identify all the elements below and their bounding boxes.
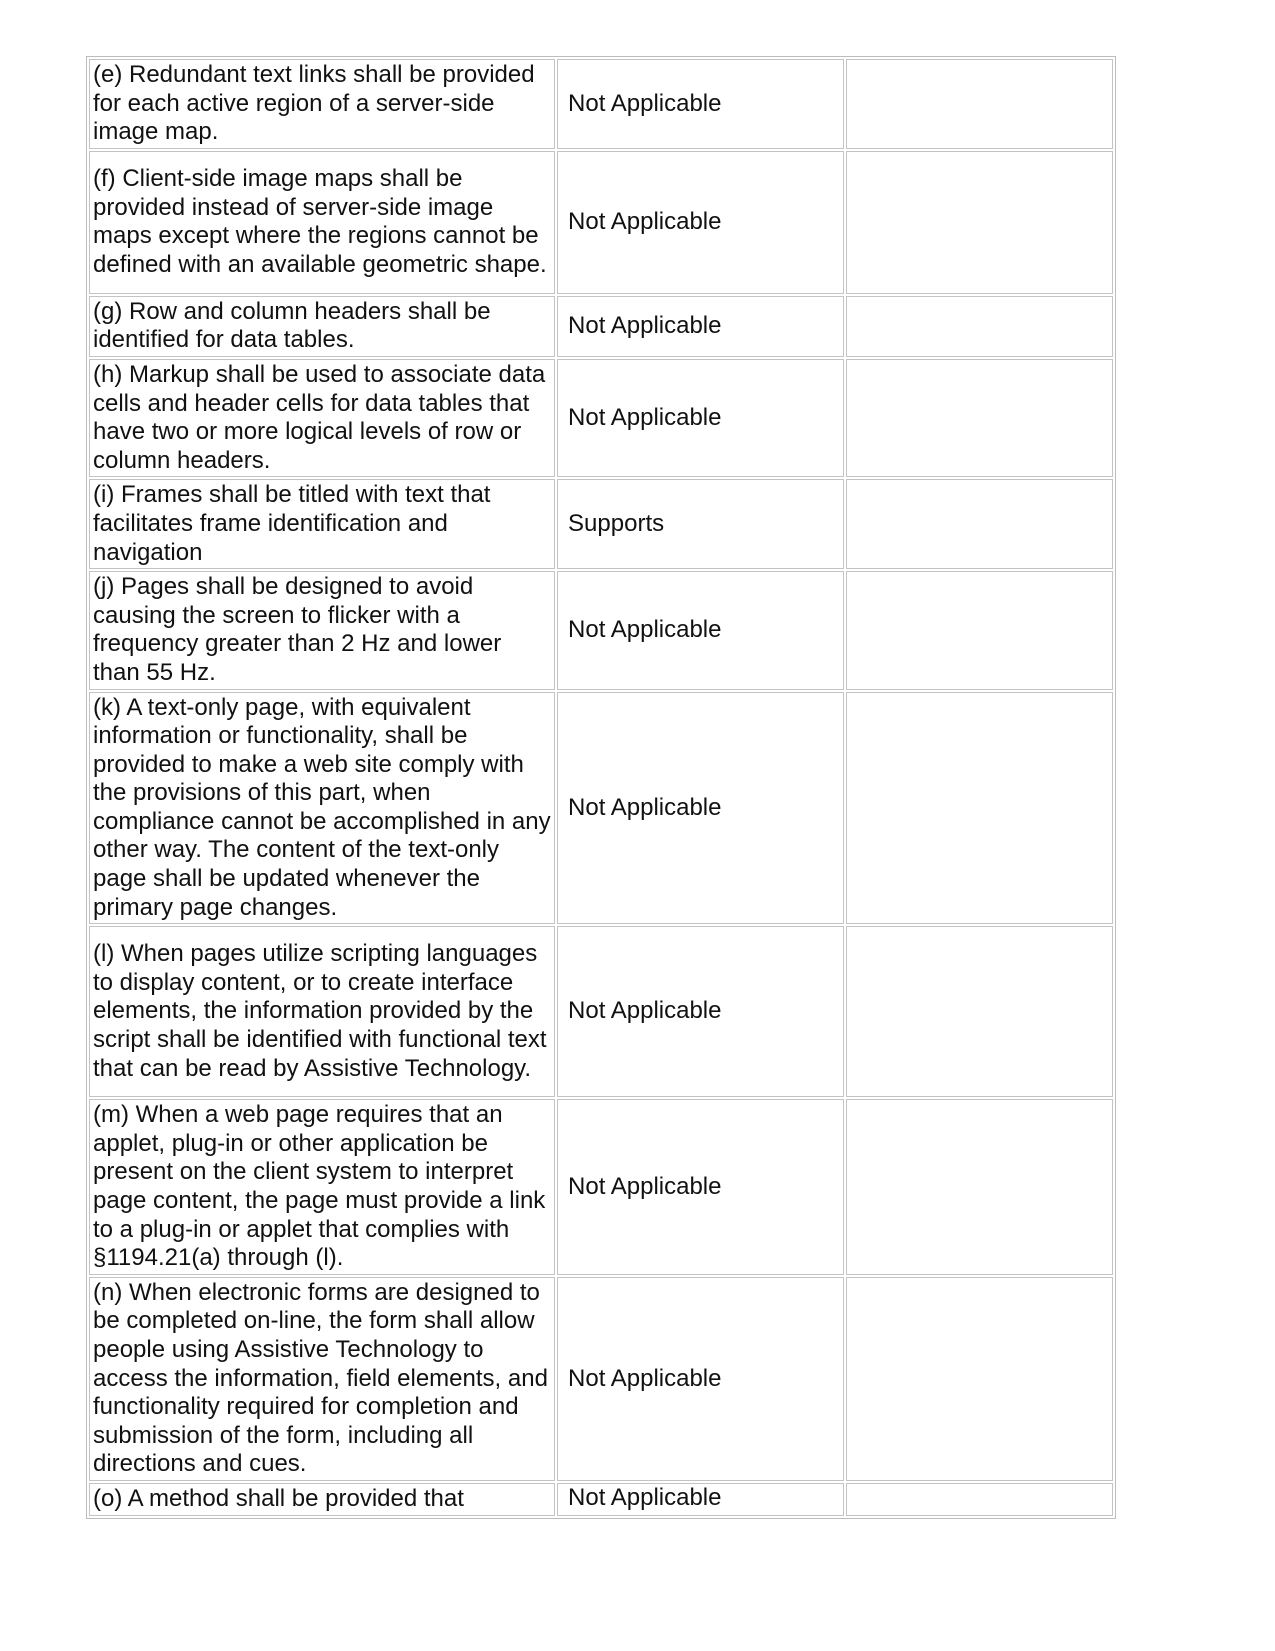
criteria-cell [89, 296, 555, 357]
support-level-text: Not Applicable [568, 1364, 722, 1392]
support-level-cell [557, 692, 844, 925]
criteria-text: (o) A method shall be provided that [93, 1484, 464, 1512]
support-level-cell [557, 59, 844, 149]
remarks-cell [846, 1483, 1113, 1516]
support-level-text: Not Applicable [568, 89, 722, 117]
remarks-cell [846, 479, 1113, 569]
support-level-cell [557, 1099, 844, 1275]
criteria-text: (h) Markup shall be used to associate data cells and header cells for data tables that have two or more logical levels of row or column headers. [93, 360, 546, 474]
support-level-cell [557, 151, 844, 294]
support-level-cell [557, 1483, 844, 1516]
criteria-cell [89, 1099, 555, 1275]
remarks-cell [846, 59, 1113, 149]
support-level-text: Not Applicable [568, 207, 722, 235]
table-row [89, 1099, 1113, 1275]
criteria-text: (n) When electronic forms are designed to be completed on-line, the form shall allow people using Assistive Technology to access the information, field elements, and functionality required for completion and submission of the form, including all directions and cues. [93, 1278, 548, 1478]
table-row [89, 479, 1113, 569]
support-level-text: Not Applicable [568, 793, 722, 821]
table-row [89, 151, 1113, 294]
criteria-text: (m) When a web page requires that an applet, plug-in or other application be present on the client system to interpret page content, the page must provide a link to a plug-in or applet that complies with §1194.21(a) through (l). [93, 1101, 546, 1272]
remarks-cell [846, 1099, 1113, 1275]
support-level-cell [557, 296, 844, 357]
criteria-text: (k) A text-only page, with equivalent information or functionality, shall be provided to make a web site comply with the provisions of this part, when compliance cannot be accomplished in any other way. The content of the text-only page shall be updated whenever the primary page changes. [93, 693, 551, 921]
remarks-cell [846, 1277, 1113, 1481]
criteria-cell [89, 59, 555, 149]
remarks-cell [846, 359, 1113, 477]
support-level-cell [557, 359, 844, 477]
table-row [89, 926, 1113, 1097]
table-row [89, 59, 1113, 149]
criteria-text: (e) Redundant text links shall be provided for each active region of a server-side image map. [93, 61, 535, 146]
support-level-cell [557, 571, 844, 689]
remarks-cell [846, 151, 1113, 294]
table-row [89, 571, 1113, 689]
support-level-cell [557, 1277, 844, 1481]
remarks-cell [846, 296, 1113, 357]
support-level-text: Not Applicable [568, 1172, 722, 1200]
criteria-cell [89, 1483, 555, 1516]
remarks-cell [846, 926, 1113, 1097]
table-row [89, 1483, 1113, 1516]
criteria-cell [89, 1277, 555, 1481]
criteria-text: (i) Frames shall be titled with text that facilitates frame identification and navigation [93, 481, 491, 566]
criteria-cell [89, 926, 555, 1097]
remarks-cell [846, 692, 1113, 925]
criteria-cell [89, 151, 555, 294]
section-1194-22-table [86, 56, 1116, 1519]
criteria-cell [89, 479, 555, 569]
criteria-cell [89, 359, 555, 477]
criteria-text: (g) Row and column headers shall be identified for data tables. [93, 297, 491, 354]
support-level-text: Not Applicable [568, 403, 722, 431]
criteria-cell [89, 571, 555, 689]
table-row [89, 1277, 1113, 1481]
support-level-cell [557, 479, 844, 569]
support-level-text: Not Applicable [568, 616, 722, 644]
support-level-cell [557, 926, 844, 1097]
support-level-text: Supports [568, 509, 665, 537]
support-level-text: Not Applicable [568, 1483, 722, 1511]
criteria-text: (l) When pages utilize scripting languages to display content, or to create interface elements, the information provided by the script shall be identified with functional text that can be read by Assistive Technology. [93, 940, 547, 1082]
support-level-text: Not Applicable [568, 997, 722, 1025]
support-level-text: Not Applicable [568, 312, 722, 340]
table-row [89, 692, 1113, 925]
criteria-cell [89, 692, 555, 925]
criteria-text: (j) Pages shall be designed to avoid causing the screen to flicker with a frequency greater than 2 Hz and lower than 55 Hz. [93, 573, 502, 686]
remarks-cell [846, 571, 1113, 689]
table-row [89, 296, 1113, 357]
criteria-text: (f) Client-side image maps shall be provided instead of server-side image maps except where the regions cannot be defined with an available geometric shape. [93, 165, 547, 278]
table-row [89, 359, 1113, 477]
